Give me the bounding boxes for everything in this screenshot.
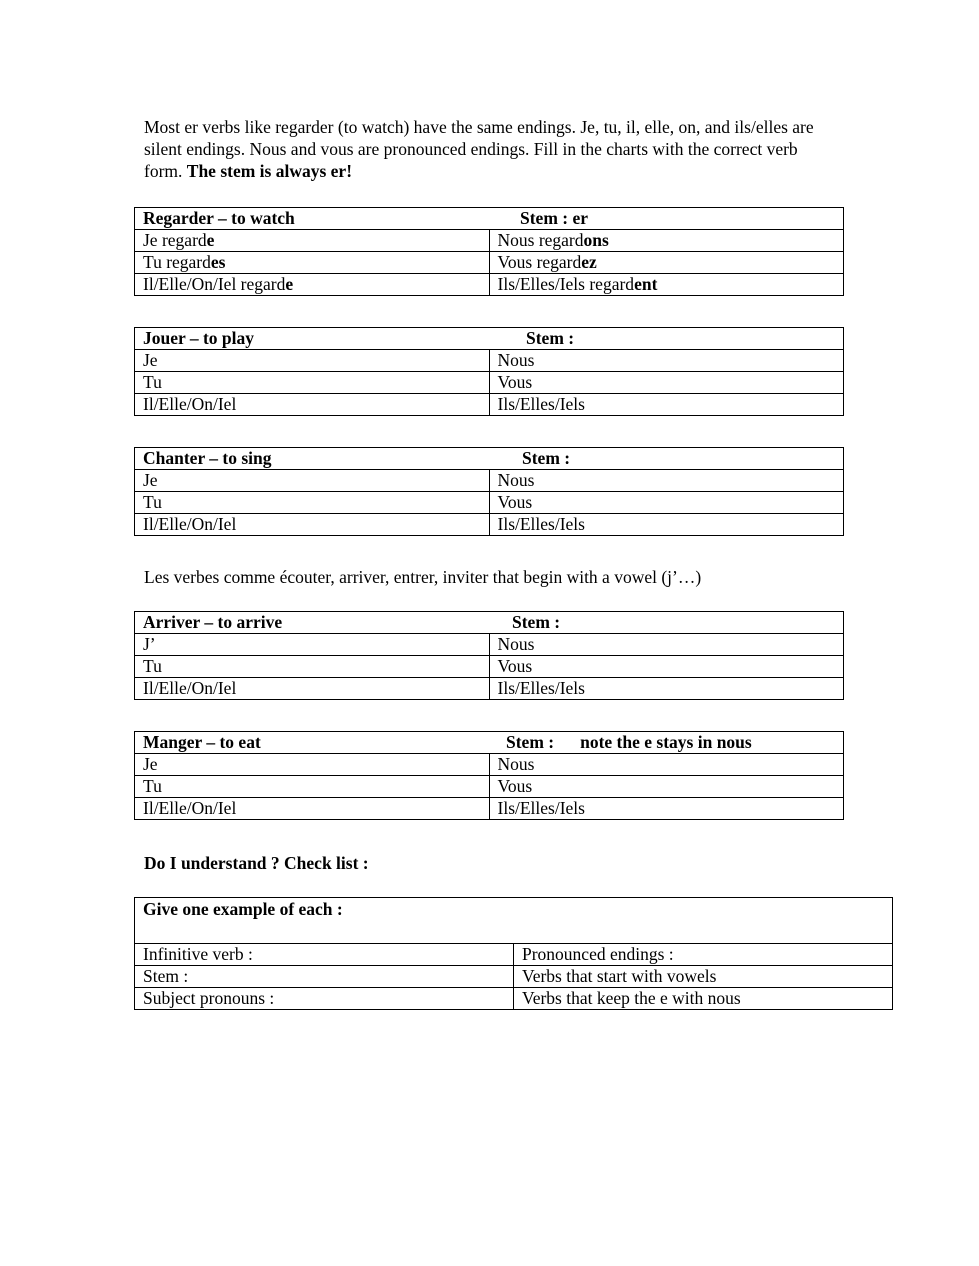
conjugation-cell-vous [489,252,844,274]
stem-text: Je regard [143,230,207,250]
regarder-title: Regarder – to watch [143,208,295,228]
jouer-title: Jouer – to play [143,328,254,348]
conjugation-cell-vous[interactable]: Vous [489,492,844,514]
chanter-stem: Stem : [522,448,571,468]
arriver-title: Arriver – to arrive [143,612,283,632]
ending-text: e [285,274,294,294]
ending-text: e [206,230,215,250]
intro-bold-text: The stem is always er! [186,161,353,181]
ending-text: es [210,252,226,272]
check-cell-stem[interactable]: Stem : [135,966,514,988]
table-header-row [135,732,844,754]
arriver-header-cell [135,612,844,634]
check-list-header: Give one example of each : [135,898,893,944]
table-header-row [135,612,844,634]
conjugation-cell-vous[interactable]: Vous [489,372,844,394]
check-cell-infinitive[interactable]: Infinitive verb : [135,944,514,966]
conjugation-cell-nous[interactable]: Nous [489,634,844,656]
conjugation-cell-je[interactable]: Je [135,350,490,372]
stem-text: Il/Elle/On/Iel regard [143,274,286,294]
stem-text: Nous regard [497,230,584,250]
arriver-stem: Stem : [512,612,561,632]
table-header-row [135,898,893,944]
conjugation-cell-vous[interactable]: Vous [489,776,844,798]
intro-paragraph [144,116,834,182]
conjugation-cell-il [135,274,490,296]
manger-table [134,731,844,820]
check-cell-subject-pronouns[interactable]: Subject pronouns : [135,988,514,1010]
conjugation-cell-ils [489,274,844,296]
table-row [135,350,844,372]
conjugation-cell-je[interactable]: Je [135,754,490,776]
conjugation-cell-tu[interactable]: Tu [135,656,490,678]
table-row [135,944,893,966]
chanter-title: Chanter – to sing [143,448,272,468]
chanter-header-cell [135,448,844,470]
table-row [135,394,844,416]
table-row [135,470,844,492]
stem-text: Vous regard [497,252,582,272]
conjugation-cell-ils[interactable]: Ils/Elles/Iels [489,394,844,416]
regarder-table [134,207,844,296]
arriver-table [134,611,844,700]
jouer-header-cell [135,328,844,350]
table-header-row [135,208,844,230]
manger-stem: Stem : [506,732,555,752]
stem-text: Ils/Elles/Iels regard [497,274,635,294]
vowel-note: Les verbes comme écouter, arriver, entrer, inviter that begin with a vowel (j’…) [144,567,702,587]
table-row [135,372,844,394]
conjugation-cell-il[interactable]: Il/Elle/On/Iel [135,514,490,536]
table-row [135,634,844,656]
table-row [135,798,844,820]
conjugation-cell-nous[interactable]: Nous [489,350,844,372]
conjugation-cell-tu[interactable]: Tu [135,776,490,798]
ending-text: ez [581,252,597,272]
check-list-table [134,897,893,1010]
check-cell-pronounced-endings[interactable]: Pronounced endings : [514,944,893,966]
table-row [135,514,844,536]
conjugation-cell-je[interactable]: Je [135,470,490,492]
check-cell-vowel-verbs[interactable]: Verbs that start with vowels [514,966,893,988]
check-list-heading: Do I understand ? Check list : [144,853,369,873]
conjugation-cell-je [135,230,490,252]
manger-stem-note: note the e stays in nous [580,732,752,752]
conjugation-cell-il[interactable]: Il/Elle/On/Iel [135,678,490,700]
regarder-header-cell [135,208,844,230]
table-row [135,776,844,798]
conjugation-cell-vous[interactable]: Vous [489,656,844,678]
table-row [135,754,844,776]
regarder-stem: Stem : er [520,208,589,228]
conjugation-cell-nous[interactable]: Nous [489,470,844,492]
jouer-table [134,327,844,416]
ending-text: ons [583,230,609,250]
table-row [135,678,844,700]
check-cell-keep-e-nous[interactable]: Verbs that keep the e with nous [514,988,893,1010]
manger-title: Manger – to eat [143,732,261,752]
conjugation-cell-il[interactable]: Il/Elle/On/Iel [135,394,490,416]
ending-text: ent [634,274,658,294]
conjugation-cell-ils[interactable]: Ils/Elles/Iels [489,678,844,700]
conjugation-cell-tu[interactable]: Tu [135,492,490,514]
manger-header-cell [135,732,844,754]
conjugation-cell-il[interactable]: Il/Elle/On/Iel [135,798,490,820]
conjugation-cell-tu[interactable]: Tu [135,372,490,394]
table-header-row [135,328,844,350]
table-row [135,274,844,296]
conjugation-cell-ils[interactable]: Ils/Elles/Iels [489,798,844,820]
intro-text: Most er verbs like regarder (to watch) have the same endings. Je, tu, il, elle, on, and ils/elles are silent endings. Nous and vous are pronounced endings. Fill in the charts with the correct verb form. [144,117,814,181]
table-row [135,230,844,252]
chanter-table [134,447,844,536]
stem-text: Tu regard [143,252,211,272]
conjugation-cell-ils[interactable]: Ils/Elles/Iels [489,514,844,536]
table-row [135,492,844,514]
table-header-row [135,448,844,470]
conjugation-cell-nous[interactable]: Nous [489,754,844,776]
conjugation-cell-nous [489,230,844,252]
table-row [135,966,893,988]
table-row [135,656,844,678]
table-row [135,252,844,274]
conjugation-cell-tu [135,252,490,274]
jouer-stem: Stem : [526,328,575,348]
conjugation-cell-je[interactable]: J’ [135,634,490,656]
table-row [135,988,893,1010]
